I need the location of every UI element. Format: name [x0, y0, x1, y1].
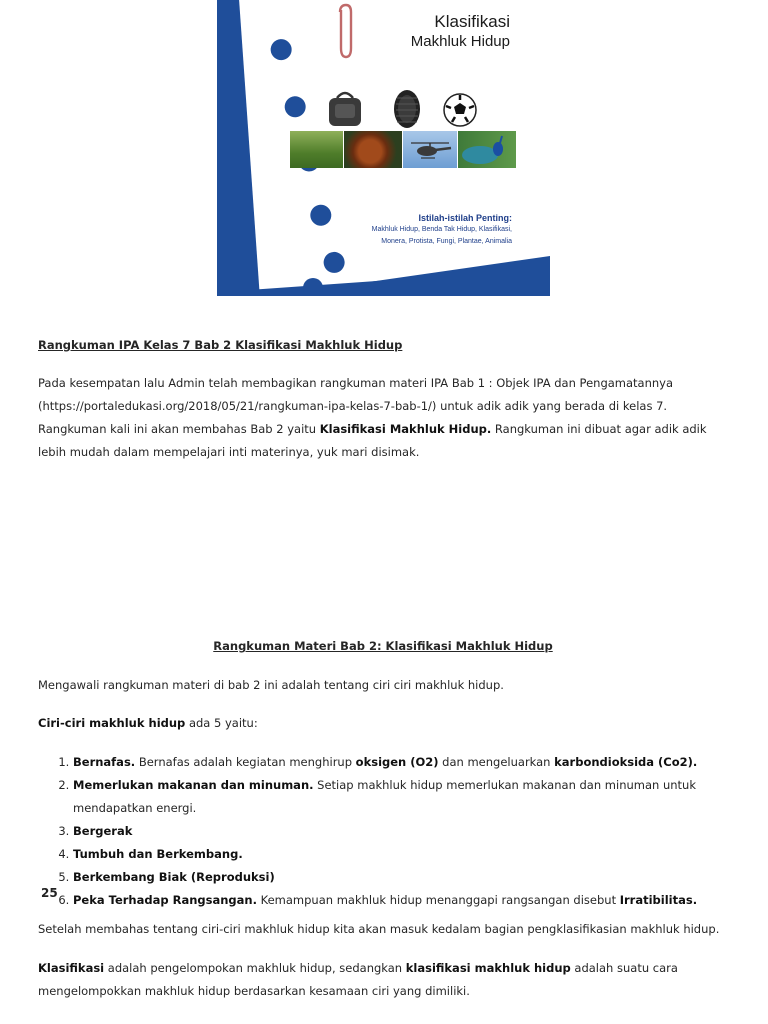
binder-hole	[284, 96, 306, 118]
peacock-photo	[458, 131, 516, 168]
binder-hole	[270, 38, 292, 60]
ciri-list	[38, 751, 728, 912]
after-list-paragraph: Setelah membahas tentang ciri-ciri makhluk hidup kita akan masuk kedalam bagian pengklasifikasian makhluk hidup.	[38, 922, 720, 936]
cover-title-line2: Makhluk Hidup	[410, 33, 510, 50]
list-item: 4. Tumbuh dan Berkembang.	[73, 843, 728, 866]
ciri-bold: Ciri-ciri makhluk hidup	[38, 716, 186, 730]
grass-photo	[290, 131, 343, 168]
intro-paragraph	[38, 372, 728, 464]
key-terms-line2: Monera, Protista, Fungi, Plantae, Animalia	[381, 238, 512, 245]
klasifikasi-bold-2: klasifikasi makhluk hidup	[405, 961, 571, 975]
cover-band	[217, 256, 550, 296]
ciri-paragraph	[38, 712, 728, 735]
list-item: 1. Bernafas. Bernafas adalah kegiatan menghirup oksigen (O2) dan mengeluarkan karbondioksida (Co2).	[73, 751, 728, 774]
helicopter-photo	[403, 131, 457, 168]
article-heading-text: Rangkuman IPA Kelas 7 Bab 2 Klasifikasi Makhluk Hidup	[38, 338, 403, 352]
klasifikasi-text: adalah pengelompokan makhluk hidup, sedangkan	[104, 961, 406, 975]
intro-bold: Klasifikasi Makhluk Hidup.	[319, 422, 492, 436]
klasifikasi-bold: Klasifikasi	[38, 961, 105, 975]
list-item: 3. Bergerak	[73, 820, 728, 843]
binder-hole	[310, 204, 332, 226]
list-item: 2. Memerlukan makanan dan minuman. Setiap makhluk hidup memerlukan makanan dan minuman untuk mendapatkan energi.	[73, 774, 728, 820]
key-terms-line1: Makhluk Hidup, Benda Tak Hidup, Klasifikasi,	[371, 226, 512, 233]
cover-title	[411, 12, 510, 52]
intro-text-part2: Rangkuman ini dibuat agar adik adik lebih mudah dalam mempelajari inti materinya, yuk mari disimak.	[38, 422, 707, 459]
bag-icon	[325, 88, 365, 128]
key-terms	[372, 212, 512, 248]
list-item: 5. Berkembang Biak (Reproduksi)	[73, 866, 728, 889]
opening-paragraph: Mengawali rangkuman materi di bab 2 ini adalah tentang ciri ciri makhluk hidup.	[38, 678, 504, 692]
book-cover-image	[217, 0, 550, 296]
orangutan-photo	[344, 131, 402, 168]
paperclip-icon	[335, 2, 357, 60]
section-heading-text: Rangkuman Materi Bab 2: Klasifikasi Makhluk Hidup	[213, 639, 553, 653]
cover-title-line1: Klasifikasi	[434, 12, 510, 31]
klasifikasi-text-2: adalah suatu cara mengelompokkan makhluk hidup berdasarkan kesamaan ciri yang dimiliki.	[38, 961, 678, 998]
ciri-rest: ada 5 yaitu:	[185, 716, 258, 730]
article-heading	[38, 334, 728, 357]
list-item: 6. Peka Terhadap Rangsangan. Kemampuan makhluk hidup menanggapi rangsangan disebut Irratibilitas.	[73, 889, 728, 912]
soccer-ball-icon	[442, 92, 478, 128]
page-number: 25	[41, 886, 58, 900]
tire-icon	[392, 88, 422, 130]
intro-text-part1: Pada kesempatan lalu Admin telah membagikan rangkuman materi IPA Bab 1 : Objek IPA dan Pengamatannya (https://portaledukasi.org/2018/05/21/rangkuman-ipa-kelas-7-bab-1/) untuk adik adik yang berada di kelas 7. Rangkuman kali ini akan membahas Bab 2 yaitu	[38, 376, 674, 436]
section-heading	[38, 635, 728, 658]
klasifikasi-paragraph	[38, 957, 728, 1003]
key-terms-heading: Istilah-istilah Penting:	[418, 213, 512, 223]
